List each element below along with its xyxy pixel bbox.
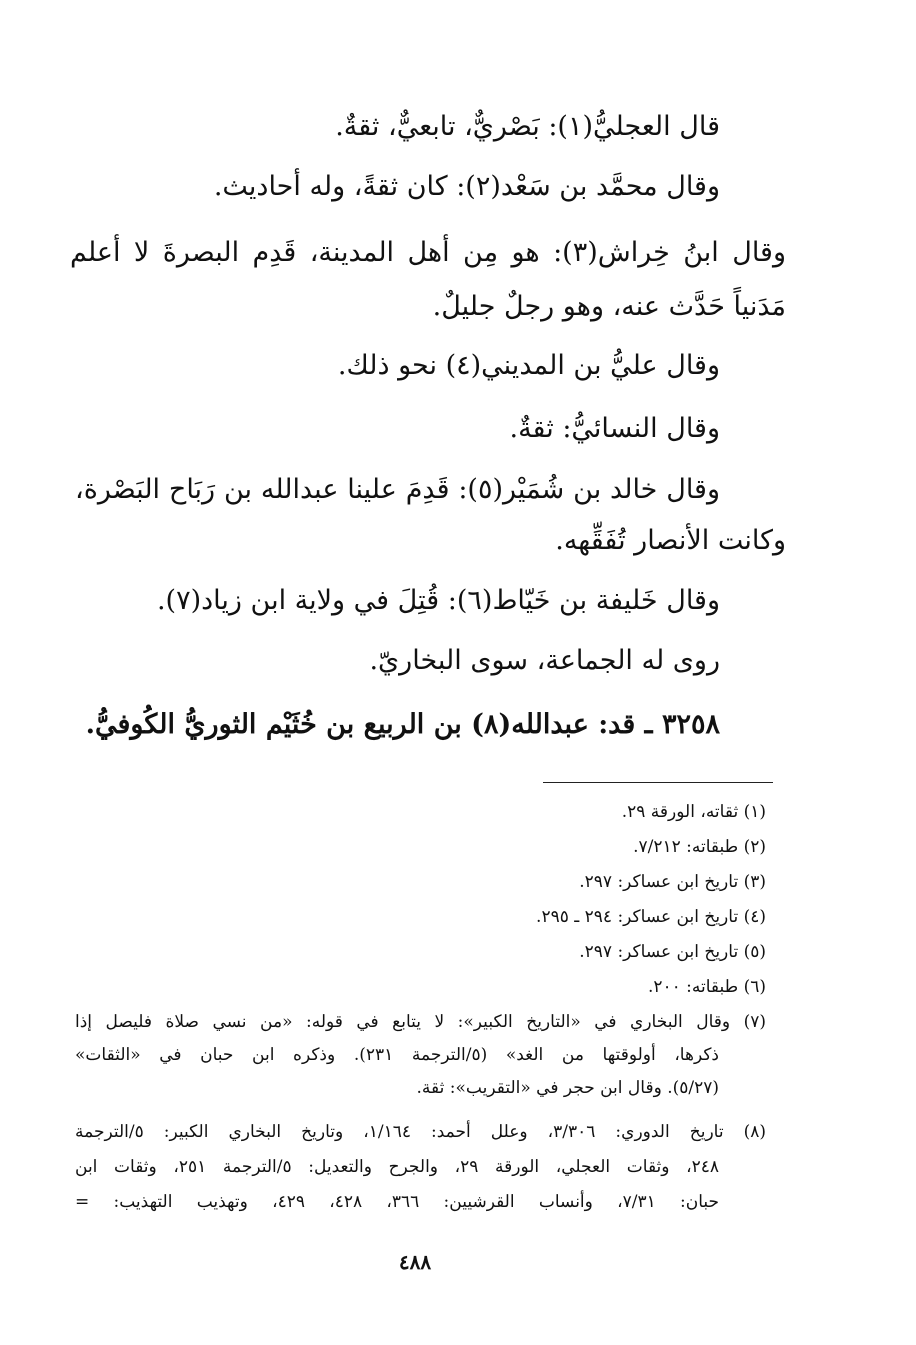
footnote-8-cont-2: حبان: ٧/٣١، وأنساب القرشيين: ٣٦٦، ٤٢٨، ٤٢٩، وتهذيب التهذيب: =: [75, 1192, 720, 1212]
text-line-riwaya: روى له الجماعة، سوى البخاريّ.: [369, 645, 720, 676]
footnote-3: (٣) تاريخ ابن عساكر: ٢٩٧.: [579, 872, 766, 892]
entry-heading-3258: ٣٢٥٨ ـ قد: عبدالله(٨) بن الربيع بن خُثَيْم الثوريُّ الكُوفيُّ.: [85, 709, 720, 740]
text-line-khalid-cont: وكانت الأنصار تُفَقِّهه.: [555, 525, 786, 556]
footnote-8-cont-1: ٢٤٨، وثقات العجلي، الورقة ٢٩، والجرح والتعديل: ٥/الترجمة ٢٥١، وثقات ابن: [75, 1157, 719, 1177]
footnote-2: (٢) طبقاته: ٧/٢١٢.: [633, 837, 766, 857]
text-line-ijli: قال العجليُّ(١): بَصْريٌّ، تابعيٌّ، ثقةٌ.: [335, 111, 720, 142]
text-line-ibn-saad: وقال محمَّد بن سَعْد(٢): كان ثقةً، وله أحاديث.: [213, 171, 720, 202]
footnote-7-cont-2: (٥/٢٧). وقال ابن حجر في «التقريب»: ثقة.: [416, 1078, 719, 1098]
text-line-ibn-khirash-cont: مَدَنياً حَدَّث عنه، وهو رجلٌ جليلٌ.: [432, 291, 786, 322]
text-line-khalid: وقال خالد بن شُمَيْر(٥): قَدِمَ علينا عبدالله بن رَبَاح البَصْرة،: [75, 474, 721, 505]
footnote-1: (١) ثقاته، الورقة ٢٩.: [621, 802, 766, 822]
footnote-5: (٥) تاريخ ابن عساكر: ٢٩٧.: [579, 942, 766, 962]
footnote-6: (٦) طبقاته: ٢٠٠.: [647, 977, 766, 997]
footnote-separator: [543, 782, 773, 783]
page-number: ٤٨٨: [398, 1250, 432, 1274]
footnote-8: (٨) تاريخ الدوري: ٣/٣٠٦، وعلل أحمد: ١/١٦٤، وتاريخ البخاري الكبير: ٥/الترجمة: [75, 1122, 767, 1142]
footnote-7: (٧) وقال البخاري في «التاريخ الكبير»: لا يتابع في قوله: «من نسي صلاة فليصل إذا: [75, 1012, 766, 1032]
text-line-ibn-khirash: وقال ابنُ خِراش(٣): هو مِن أهل المدينة، قَدِم البصرةَ لا أعلم: [70, 237, 786, 268]
footnote-7-cont-1: ذكرها، أولوقتها من الغد» (٥/الترجمة ٢٣١). وذكره ابن حبان في «الثقات»: [75, 1045, 719, 1065]
footnote-4: (٤) تاريخ ابن عساكر: ٢٩٤ ـ ٢٩٥.: [536, 907, 766, 927]
text-line-khalifa: وقال خَليفة بن خَيّاط(٦): قُتِلَ في ولاية ابن زياد(٧).: [156, 585, 720, 616]
text-line-nasai: وقال النسائيُّ: ثقةٌ.: [509, 413, 720, 444]
text-line-madini: وقال عليُّ بن المديني(٤) نحو ذلك.: [337, 350, 720, 381]
